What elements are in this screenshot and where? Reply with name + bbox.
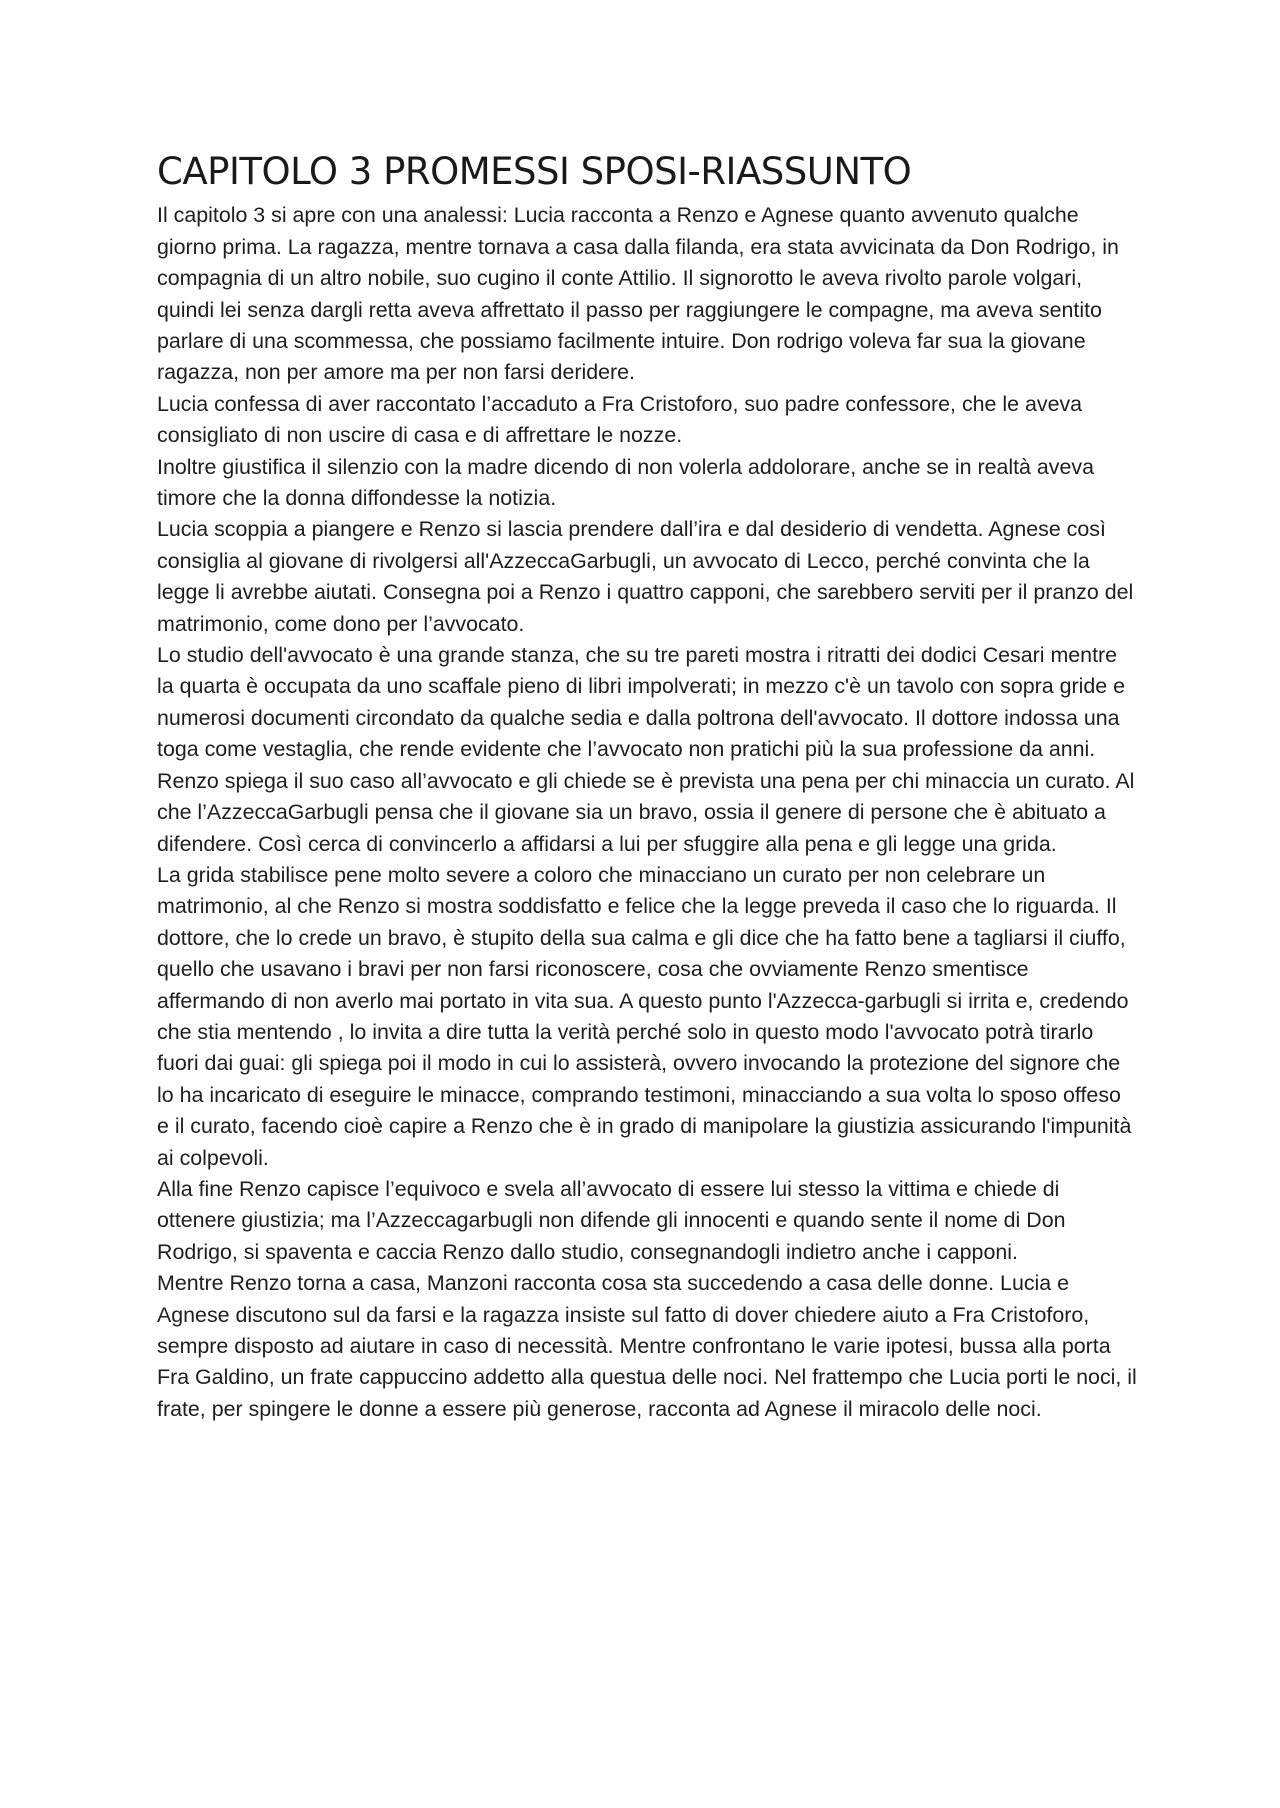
paragraph: Lucia confessa di aver raccontato l’accaduto a Fra Cristoforo, suo padre confessore, che le aveva consigliato di non uscire di casa e di affrettare le nozze. <box>157 391 1083 448</box>
paragraph: Inoltre giustifica il silenzio con la madre dicendo di non volerla addolorare, anche se in realtà aveva timore che la donna diffondesse la notizia. <box>157 454 1094 511</box>
paragraph: La grida stabilisce pene molto severe a coloro che minacciano un curato per non celebrare un matrimonio, al che Renzo si mostra soddisfatto e felice che la legge preveda il caso che lo riguarda. Il dottore, che lo crede un bravo, è stupito della sua calma e gli dice che ha fatto bene a tagliarsi il ciuffo, quello che usavano i bravi per non farsi riconoscere, cosa che ovviamente Renzo smentisce affermando di non averlo mai portato in vita sua. A questo punto l'Azzecca-garbugli si irrita e, credendo che stia mentendo , lo invita a dire tutta la verità perché solo in questo modo l'avvocato potrà tirarlo fuori dai guai: gli spiega poi il modo in cui lo assisterà, ovvero invocando la protezione del signore che lo ha incaricato di eseguire le minacce, comprando testimoni, minacciando a sua volta lo sposo offeso e il curato, facendo cioè capire a Renzo che è in grado di manipolare la giustizia assicurando l'impunità ai colpevoli. <box>157 862 1132 1170</box>
paragraph: Lo studio dell'avvocato è una grande stanza, che su tre pareti mostra i ritratti dei dodici Cesari mentre la quarta è occupata da uno scaffale pieno di libri impolverati; in mezzo c'è un tavolo con sopra gride e numerosi documenti circondato da qualche sedia e dalla poltrona dell'avvocato. Il dottore indossa una toga come vestaglia, che rende evidente che l’avvocato non pratichi più la sua professione da anni. <box>157 643 1126 762</box>
document-page <box>157 150 1137 1425</box>
paragraph: Alla fine Renzo capisce l’equivoco e svela all’avvocato di essere lui stesso la vittima e chiede di ottenere giustizia; ma l’Azzeccagarbugli non difende gli innocenti e quando sente il nome di Don Rodrigo, si spaventa e caccia Renzo dallo studio, consegnandogli indietro anche i capponi. <box>157 1176 1066 1264</box>
paragraph: Mentre Renzo torna a casa, Manzoni racconta cosa sta succedendo a casa delle donne. Lucia e Agnese discutono sul da farsi e la ragazza insiste sul fatto di dover chiedere aiuto a Fra Cristoforo, sempre disposto ad aiutare in caso di necessità. Mentre confrontano le varie ipotesi, bussa alla porta Fra Galdino, un frate cappuccino addetto alla questua delle noci. Nel frattempo che Lucia porti le noci, il frate, per spingere le donne a essere più generose, racconta ad Agnese il miracolo delle noci. <box>157 1271 1137 1421</box>
document-body <box>157 200 1137 1425</box>
paragraph: Lucia scoppia a piangere e Renzo si lascia prendere dall’ira e dal desiderio di vendetta. Agnese così consiglia al giovane di rivolgersi all'AzzeccaGarbugli, un avvocato di Lecco, perché convinta che la legge li avrebbe aiutati. Consegna poi a Renzo i quattro capponi, che sarebbero serviti per il pranzo del matrimonio, come dono per l’avvocato. <box>157 517 1134 636</box>
paragraph: Renzo spiega il suo caso all’avvocato e gli chiede se è prevista una pena per chi minaccia un curato. Al che l’AzzeccaGarbugli pensa che il giovane sia un bravo, ossia il genere di persone che è abituato a difendere. Così cerca di convincerlo a affidarsi a lui per sfuggire alla pena e gli legge una grida. <box>157 768 1135 856</box>
document-title: CAPITOLO 3 PROMESSI SPOSI-RIASSUNTO <box>157 150 912 193</box>
paragraph: Il capitolo 3 si apre con una analessi: Lucia racconta a Renzo e Agnese quanto avvenuto qualche giorno prima. La ragazza, mentre tornava a casa dalla filanda, era stata avvicinata da Don Rodrigo, in compagnia di un altro nobile, suo cugino il conte Attilio. Il signorotto le aveva rivolto parole volgari, quindi lei senza dargli retta aveva affrettato il passo per raggiungere le compagne, ma aveva sentito parlare di una scommessa, che possiamo facilmente intuire. Don rodrigo voleva far sua la giovane ragazza, non per amore ma per non farsi deridere. <box>157 203 1119 385</box>
